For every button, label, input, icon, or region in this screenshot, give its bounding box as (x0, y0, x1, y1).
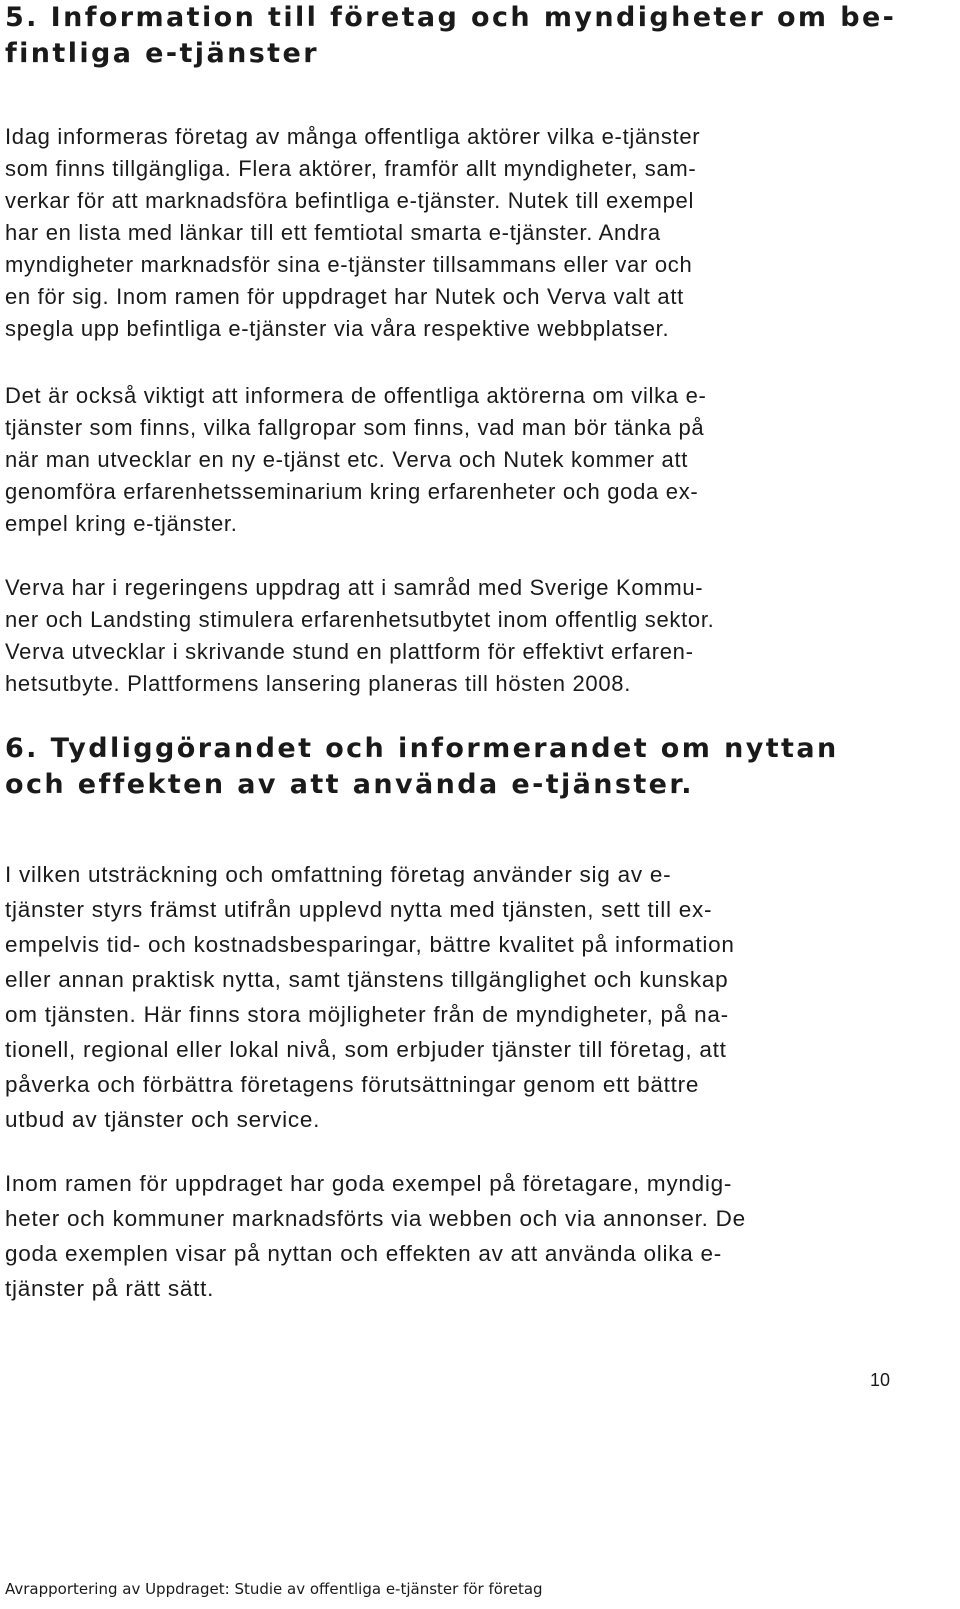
paragraph (5, 380, 935, 540)
text-line: tjänster på rätt sätt. (5, 1276, 215, 1301)
text-line: goda exemplen visar på nyttan och effekten av att använda olika e- (5, 1241, 723, 1266)
text-line: Idag informeras företag av många offentliga aktörer vilka e-tjänster (5, 124, 701, 149)
text-line: när man utvecklar en ny e-tjänst etc. Verva och Nutek kommer att (5, 447, 689, 472)
text-line: Verva utvecklar i skrivande stund en plattform för effektivt erfaren- (5, 639, 694, 664)
paragraph (5, 572, 935, 700)
text-line: I vilken utsträckning och omfattning företag använder sig av e- (5, 862, 672, 887)
text-line: verkar för att marknadsföra befintliga e-tjänster. Nutek till exempel (5, 188, 695, 213)
heading-line: 6. Tydliggörandet och informerandet om nyttan (5, 733, 839, 764)
text-line: tionell, regional eller lokal nivå, som erbjuder tjänster till företag, att (5, 1037, 727, 1062)
text-line: empel kring e-tjänster. (5, 511, 238, 536)
text-line: har en lista med länkar till ett femtiotal smarta e-tjänster. Andra (5, 220, 661, 245)
paragraph (5, 857, 935, 1137)
text-line: påverka och förbättra företagens förutsättningar genom ett bättre (5, 1072, 700, 1097)
text-line: myndigheter marknadsför sina e-tjänster tillsammans eller var och (5, 252, 693, 277)
text-line: genomföra erfarenhetsseminarium kring erfarenheter och goda ex- (5, 479, 699, 504)
paragraph (5, 1166, 935, 1306)
text-line: hetsutbyte. Plattformens lansering planeras till hösten 2008. (5, 671, 632, 696)
heading-line: fintliga e-tjänster (5, 38, 319, 69)
text-line: som finns tillgängliga. Flera aktörer, framför allt myndigheter, sam- (5, 156, 697, 181)
text-line: utbud av tjänster och service. (5, 1107, 321, 1132)
text-line: ner och Landsting stimulera erfarenhetsutbytet inom offentlig sektor. (5, 607, 715, 632)
text-line: spegla upp befintliga e-tjänster via våra respektive webbplatser. (5, 316, 670, 341)
text-line: Verva har i regeringens uppdrag att i samråd med Sverige Kommu- (5, 575, 704, 600)
paragraph (5, 121, 935, 345)
text-line: tjänster som finns, vilka fallgropar som finns, vad man bör tänka på (5, 415, 705, 440)
text-line: Inom ramen för uppdraget har goda exempel på företagare, myndig- (5, 1171, 733, 1196)
text-line: tjänster styrs främst utifrån upplevd nytta med tjänsten, sett till ex- (5, 897, 713, 922)
page-number: 10 (870, 1370, 891, 1390)
text-line: empelvis tid- och kostnadsbesparingar, bättre kvalitet på information (5, 932, 735, 957)
heading-line: och effekten av att använda e-tjänster. (5, 769, 694, 800)
page-footer: Avrapportering av Uppdraget: Studie av offentliga e-tjänster för företag (5, 1580, 543, 1598)
text-line: en för sig. Inom ramen för uppdraget har Nutek och Verva valt att (5, 284, 684, 309)
text-line: eller annan praktisk nytta, samt tjänstens tillgänglighet och kunskap (5, 967, 729, 992)
section-6-heading (5, 731, 839, 803)
text-line: heter och kommuner marknadsförts via webben och via annonser. De (5, 1206, 746, 1231)
section-5-heading (5, 0, 896, 72)
heading-line: 5. Information till företag och myndigheter om be- (5, 2, 897, 33)
text-line: om tjänsten. Här finns stora möjligheter från de myndigheter, på na- (5, 1002, 729, 1027)
text-line: Det är också viktigt att informera de offentliga aktörerna om vilka e- (5, 383, 707, 408)
